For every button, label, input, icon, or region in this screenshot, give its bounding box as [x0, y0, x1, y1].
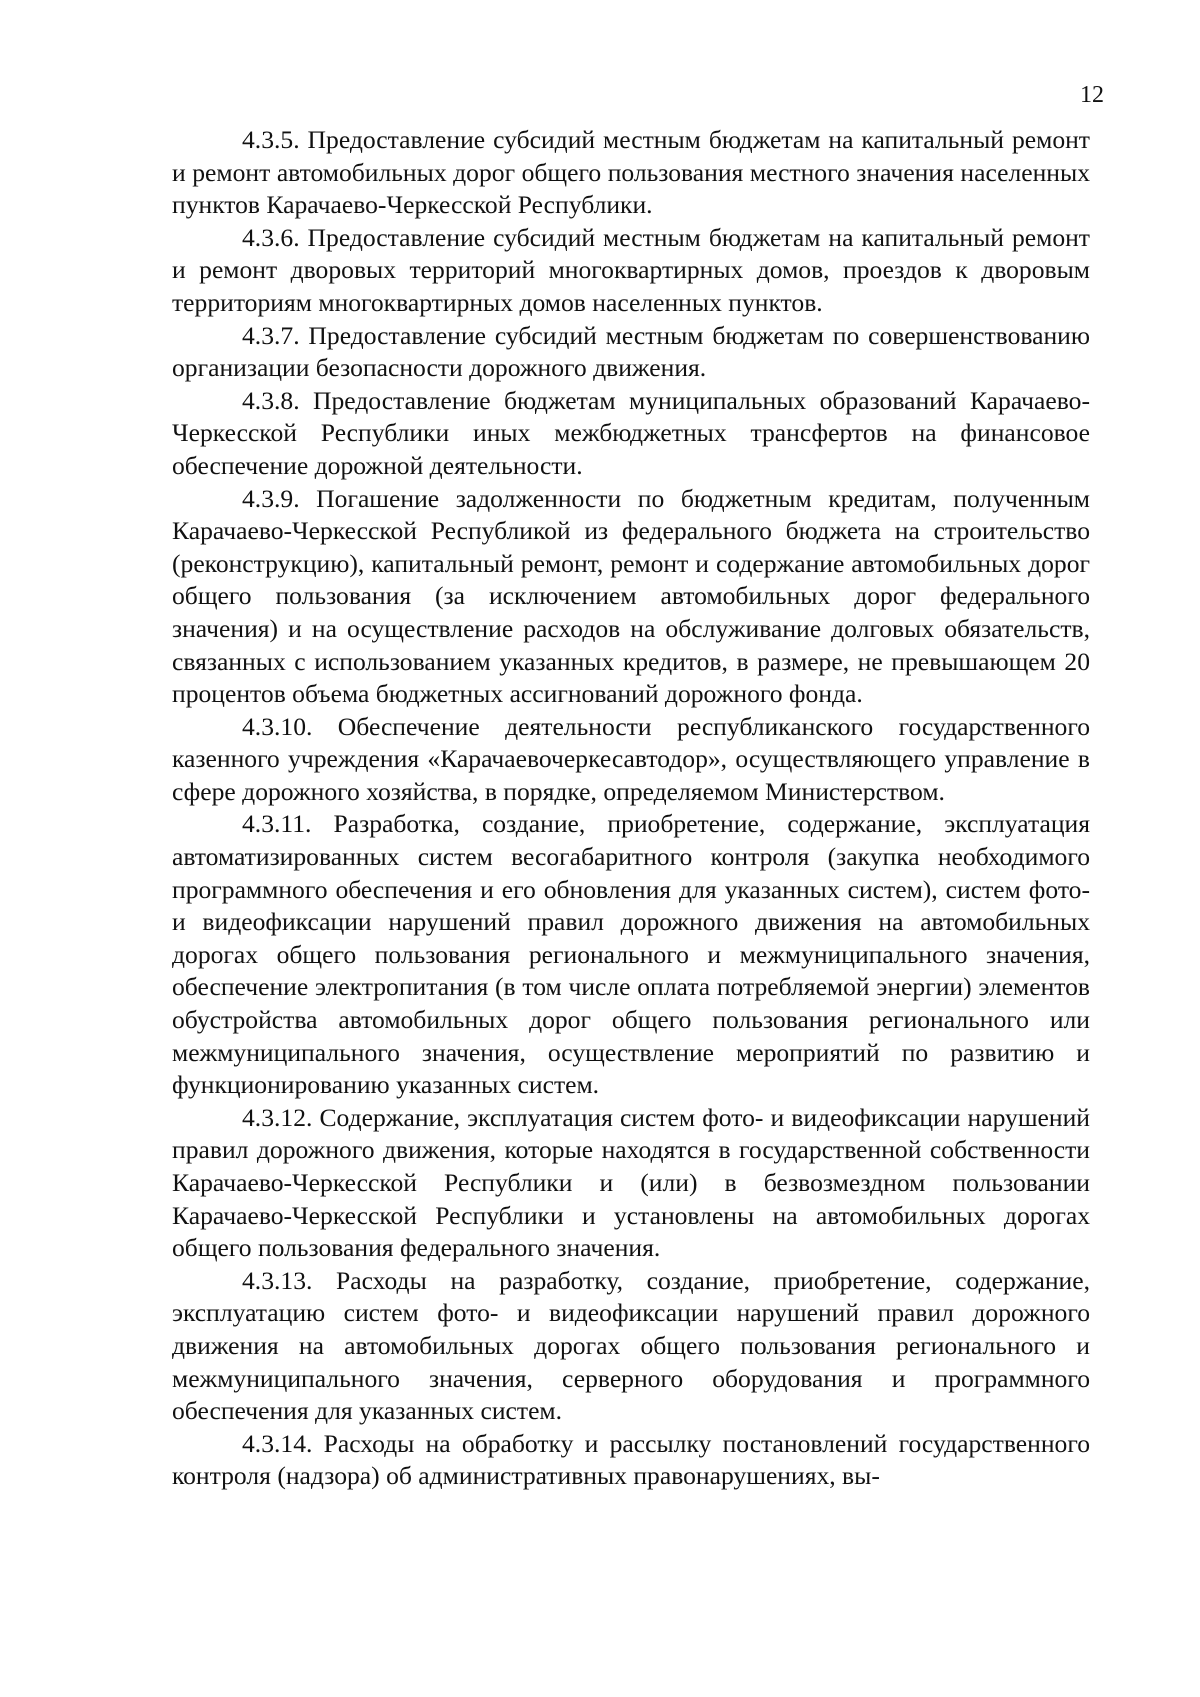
document-body — [172, 124, 1090, 1493]
paragraph-4-3-9: 4.3.9. Погашение задолженности по бюджетным кредитам, полученным Карачаево-Черкесской Республикой из федерального бюджета на строительство (реконструкцию), капитальный ремонт, ремонт и содержание автомобильных дорог общего пользования (за исключением автомобильных дорог федерального значения) и на осуществление расходов на обслуживание долговых обязательств, связанных с использованием указанных кредитов, в размере, не превышающем 20 процентов объема бюджетных ассигнований дорожного фонда. — [172, 483, 1090, 709]
paragraph-4-3-7: 4.3.7. Предоставление субсидий местным бюджетам по совершенствованию организации безопасности дорожного движения. — [172, 320, 1090, 383]
paragraph-4-3-8: 4.3.8. Предоставление бюджетам муниципальных образований Карачаево-Черкесской Республики иных межбюджетных трансфертов на финансовое обеспечение дорожной деятельности. — [172, 385, 1090, 480]
paragraph-4-3-13: 4.3.13. Расходы на разработку, создание, приобретение, содержание, эксплуатацию систем фото- и видеофиксации нарушений правил дорожного движения на автомобильных дорогах общего пользования регионального и межмуниципального значения, серверного оборудования и программного обеспечения для указанных систем. — [172, 1265, 1090, 1426]
paragraph-4-3-11: 4.3.11. Разработка, создание, приобретение, содержание, эксплуатация автоматизированных систем весогабаритного контроля (закупка необходимого программного обеспечения и его обновления для указанных систем), систем фото- и видеофиксации нарушений правил дорожного движения на автомобильных дорогах общего пользования регионального и межмуниципального значения, обеспечение электропитания (в том числе оплата потребляемой энергии) элементов обустройства автомобильных дорог общего пользования регионального или межмуниципального значения, осуществление мероприятий по развитию и функционированию указанных систем. — [172, 809, 1090, 1100]
page-number: 12 — [1080, 82, 1104, 108]
paragraph-4-3-12: 4.3.12. Содержание, эксплуатация систем фото- и видеофиксации нарушений правил дорожного движения, которые находятся в государственной собственности Карачаево-Черкесской Республики и (или) в безвозмездном пользовании Карачаево-Черкесской Республики и установлены на автомобильных дорогах общего пользования федерального значения. — [172, 1102, 1090, 1263]
paragraph-4-3-14: 4.3.14. Расходы на обработку и рассылку постановлений государственного контроля (надзора) об административных правонарушениях, вы- — [172, 1428, 1090, 1491]
paragraph-4-3-6: 4.3.6. Предоставление субсидий местным бюджетам на капитальный ремонт и ремонт дворовых территорий многоквартирных домов, проездов к дворовым территориям многоквартирных домов населенных пунктов. — [172, 222, 1090, 317]
paragraph-4-3-5: 4.3.5. Предоставление субсидий местным бюджетам на капитальный ремонт и ремонт автомобильных дорог общего пользования местного значения населенных пунктов Карачаево-Черкесской Республики. — [172, 125, 1090, 220]
paragraph-4-3-10: 4.3.10. Обеспечение деятельности республиканского государственного казенного учреждения «Карачаевочеркесавтодор», осуществляющего управление в сфере дорожного хозяйства, в порядке, определяемом Министерством. — [172, 711, 1090, 806]
